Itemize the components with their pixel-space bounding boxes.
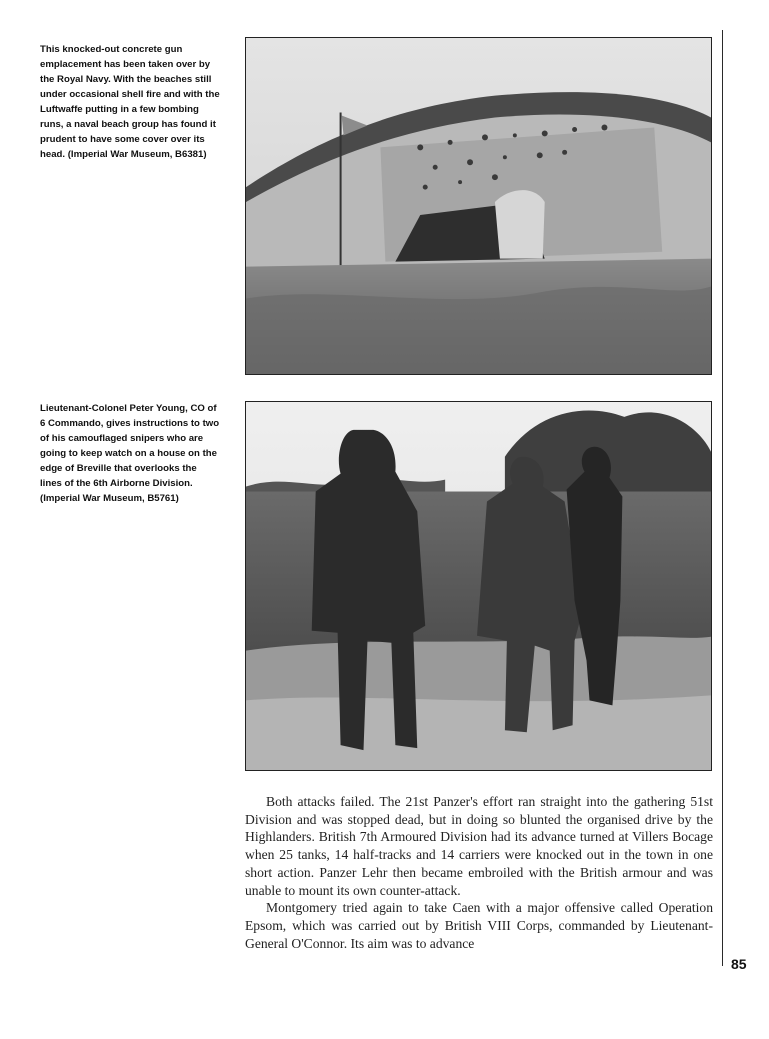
photo-caption-gun-emplacement: This knocked-out concrete gun emplacement has been taken over by the Royal Navy. With the beaches still under occasional shell fire and with the Luftwaffe putting in a few bombing runs, a naval beach group has found it prudent to have some cover over its head. (Imperial War Museum, B6381): [40, 44, 220, 160]
body-paragraph-2: Montgomery tried again to take Caen with a major offensive called Operation Epsom, which was carried out by British VIII Corps, commanded by Lieutenant-General O'Connor. Its aim was to advance: [245, 900, 713, 951]
gun-emplacement-image: [246, 38, 711, 374]
photo-commando-snipers: [245, 401, 712, 771]
body-text: [245, 793, 713, 952]
photo-caption-snipers: Lieutenant-Colonel Peter Young, CO of 6 Commando, gives instructions to two of his camouflaged snipers who are going to keep watch on a house on the edge of Breville that overlooks the lines of the 6th Airborne Division. (Imperial War Museum, B5761): [40, 403, 220, 504]
commando-snipers-image: [246, 402, 711, 770]
body-paragraph-1: Both attacks failed. The 21st Panzer's effort ran straight into the gathering 51st Division and was stopped dead, but in doing so blunted the organised drive by the Highlanders. British 7th Armoured Division had its advance turned at Villers Bocage when 25 tanks, 14 half-tracks and 14 carriers were knocked out in the town in one short action. Panzer Lehr then became embroiled with the British armour and was unable to mount its own counter-attack.: [245, 794, 713, 898]
photo-gun-emplacement: [245, 37, 712, 375]
page-number: 85: [731, 956, 747, 972]
margin-rule: [722, 30, 723, 966]
